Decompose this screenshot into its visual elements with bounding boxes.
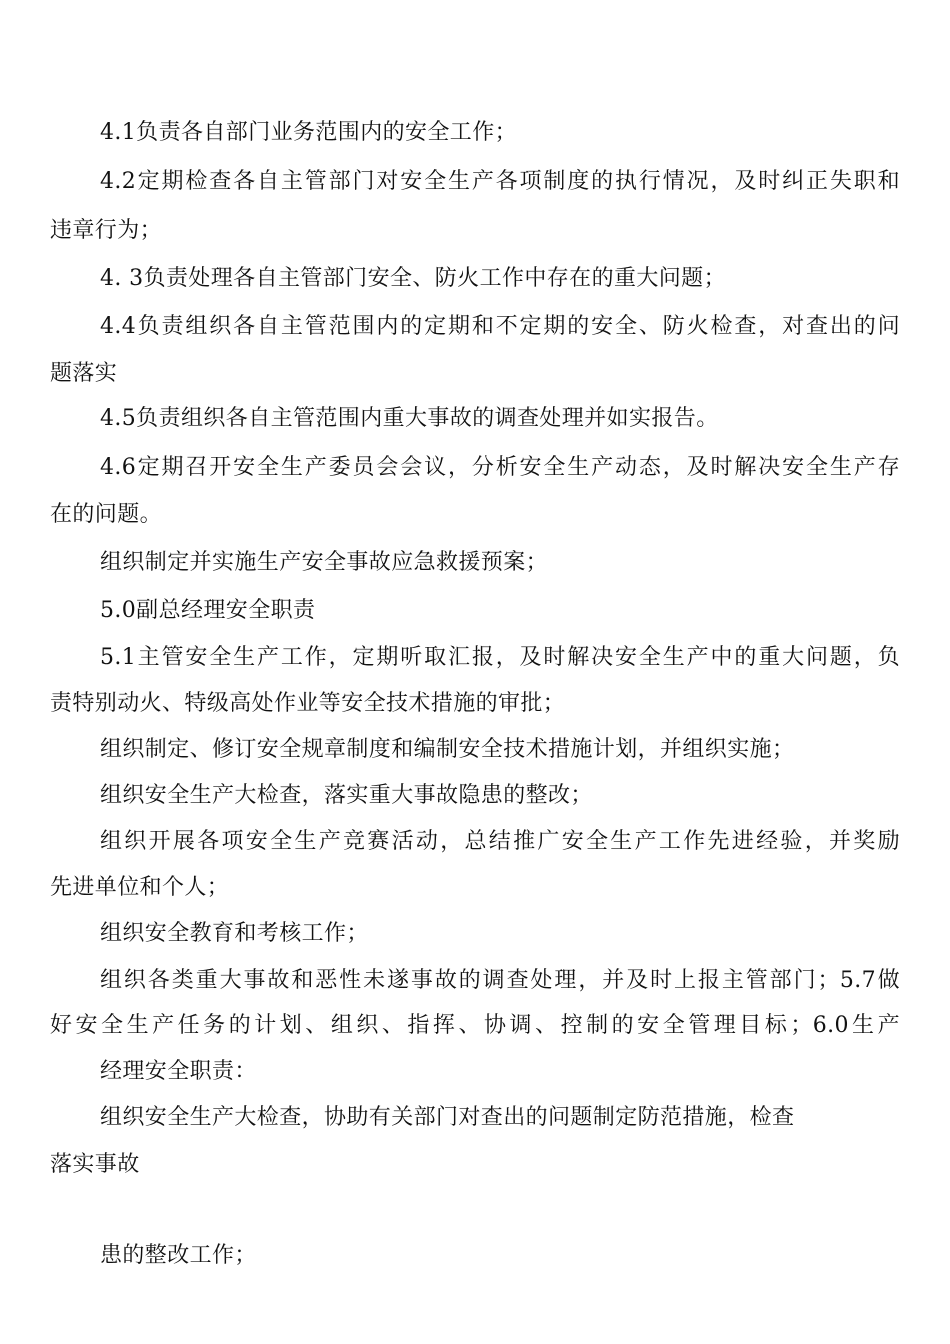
paragraph-line: 落实事故	[50, 1152, 140, 1177]
section-heading: 5.0副总经理安全职责	[100, 598, 316, 623]
paragraph-line: 4.4负责组织各自主管范围内的定期和不定期的安全、防火检查，对查出的问	[100, 314, 900, 339]
paragraph-line: 责特别动火、特级高处作业等安全技术措施的审批；	[50, 691, 566, 716]
paragraph-line: 违章行为；	[50, 218, 163, 243]
paragraph-line: 4. 3负责处理各自主管部门安全、防火工作中存在的重大问题；	[100, 266, 726, 291]
paragraph-line: 患的整改工作；	[100, 1243, 257, 1268]
paragraph-line: 组织开展各项安全生产竞赛活动，总结推广安全生产工作先进经验，并奖励	[100, 829, 900, 854]
paragraph-line: 组织各类重大事故和恶性未遂事故的调查处理，并及时上报主管部门；5.7做	[100, 968, 900, 993]
paragraph-line: 在的问题。	[50, 502, 163, 527]
paragraph-line: 4.5负责组织各自主管范围内重大事故的调查处理并如实报告。	[100, 406, 719, 431]
paragraph-line: 组织安全生产大检查，落实重大事故隐患的整改；	[100, 783, 593, 808]
paragraph-line: 4.2定期检查各自主管部门对安全生产各项制度的执行情况，及时纠正失职和	[100, 169, 900, 194]
paragraph-line: 组织制定并实施生产安全事故应急救援预案；	[100, 550, 549, 575]
paragraph-line: 5.1主管安全生产工作，定期听取汇报，及时解决安全生产中的重大问题，负	[100, 645, 900, 670]
paragraph-line: 组织制定、修订安全规章制度和编制安全技术措施计划，并组织实施；	[100, 737, 795, 762]
paragraph-line: 组织安全生产大检查，协助有关部门对查出的问题制定防范措施，检查	[100, 1105, 795, 1130]
paragraph-line: 4.1负责各自部门业务范围内的安全工作；	[100, 120, 517, 145]
paragraph-line: 经理安全职责：	[100, 1059, 257, 1084]
paragraph-line: 组织安全教育和考核工作；	[100, 921, 369, 946]
paragraph-line: 好安全生产任务的计划、组织、指挥、协调、控制的安全管理目标；6.0生产	[50, 1013, 900, 1038]
paragraph-line: 先进单位和个人；	[50, 875, 230, 900]
paragraph-line: 题落实	[50, 361, 118, 386]
paragraph-line: 4.6定期召开安全生产委员会会议，分析安全生产动态，及时解决安全生产存	[100, 455, 900, 480]
